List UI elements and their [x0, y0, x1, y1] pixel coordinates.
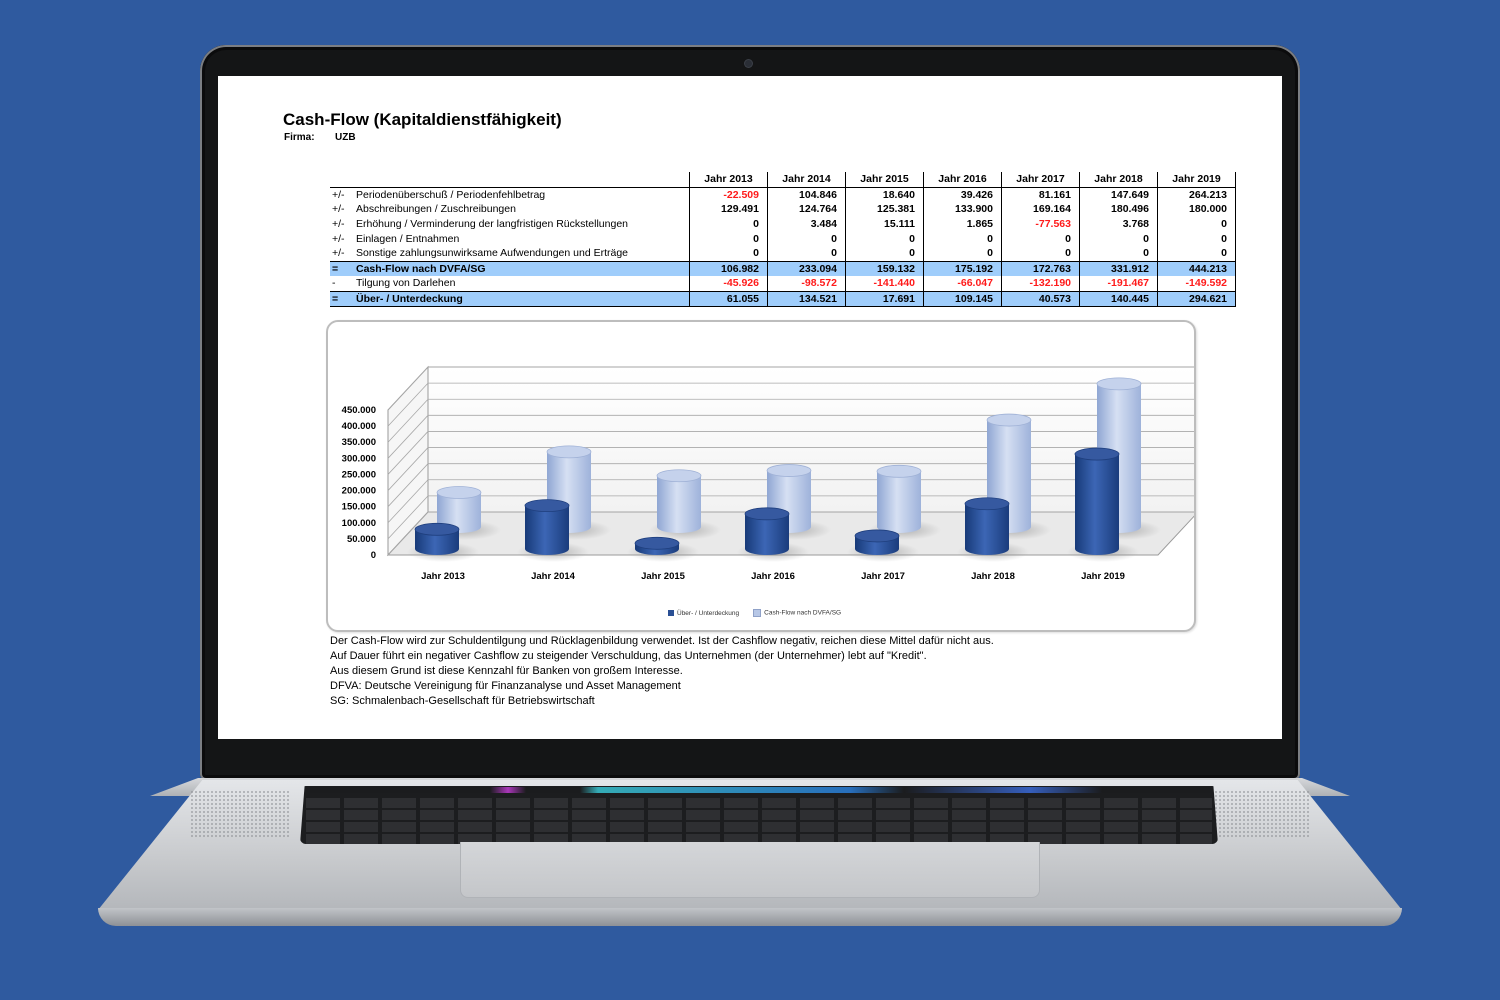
year-header[interactable]: Jahr 2017	[1002, 172, 1080, 187]
y-tick-label: 50.000	[346, 533, 376, 545]
cash-flow-bar-top	[547, 446, 591, 458]
key-row[interactable]	[306, 822, 1212, 832]
table-cell[interactable]: 61.055	[690, 291, 768, 307]
cash-flow-table	[330, 172, 1236, 307]
deckung-bar-top	[525, 500, 569, 512]
y-tick-label: 100.000	[341, 517, 376, 529]
row-sign[interactable]: -	[332, 277, 336, 290]
deckung-bar-top	[745, 508, 789, 520]
table-cell[interactable]: 134.521	[768, 291, 846, 307]
table-cell[interactable]: 147.649	[1080, 187, 1158, 202]
cash-flow-bar	[657, 476, 701, 533]
legend-item	[668, 610, 739, 617]
x-tick-label: Jahr 2018	[971, 571, 1015, 582]
legend-swatch	[668, 610, 674, 616]
x-tick-label: Jahr 2019	[1081, 571, 1125, 582]
trackpad[interactable]	[460, 842, 1040, 898]
table-cell[interactable]: 264.213	[1158, 187, 1236, 202]
y-tick-label: 250.000	[341, 469, 376, 481]
row-label[interactable]: Über- / Unterdeckung	[353, 291, 690, 307]
x-tick-label: Jahr 2016	[751, 571, 795, 582]
table-cell[interactable]: 0	[690, 217, 768, 232]
table-cell[interactable]: -45.926	[690, 276, 768, 291]
table-cell[interactable]: 0	[690, 246, 768, 261]
table-cell[interactable]: 331.912	[1080, 261, 1158, 276]
table-cell[interactable]: -141.440	[846, 276, 924, 291]
table-cell[interactable]: 0	[768, 231, 846, 246]
firma-value: UZB	[335, 132, 356, 143]
deckung-bar-top	[855, 530, 899, 542]
table-cell[interactable]: 0	[846, 246, 924, 261]
table-cell[interactable]: 0	[1080, 231, 1158, 246]
table-cell[interactable]: 175.192	[924, 261, 1002, 276]
table-cell[interactable]: 0	[924, 246, 1002, 261]
table-cell[interactable]: 0	[1158, 217, 1236, 232]
table-cell[interactable]: -98.572	[768, 276, 846, 291]
y-tick-label: 0	[370, 550, 376, 561]
table-cell[interactable]: 124.764	[768, 202, 846, 217]
row-label[interactable]: Abschreibungen / Zuschreibungen	[356, 203, 516, 216]
table-cell[interactable]: 0	[924, 231, 1002, 246]
table-cell[interactable]: 0	[768, 246, 846, 261]
table-cell[interactable]: 1.865	[924, 217, 1002, 232]
deckung-bar-top	[415, 523, 459, 535]
table-cell[interactable]: 104.846	[768, 187, 846, 202]
row-sign[interactable]: +/-	[332, 203, 345, 216]
note-line: DFVA: Deutsche Vereinigung für Finanzanalyse und Asset Management	[330, 680, 681, 692]
y-tick-label: 300.000	[341, 453, 376, 465]
chart-legend	[668, 609, 841, 617]
table-cell[interactable]: 172.763	[1002, 261, 1080, 276]
legend-swatch	[753, 609, 761, 617]
y-tick-label: 400.000	[341, 421, 376, 433]
table-cell[interactable]: 0	[1002, 246, 1080, 261]
table-cell[interactable]: 125.381	[846, 202, 924, 217]
key-row[interactable]	[306, 810, 1212, 820]
table-cell[interactable]: 129.491	[690, 202, 768, 217]
laptop-base-front	[98, 908, 1402, 926]
year-header[interactable]: Jahr 2015	[846, 172, 924, 187]
table-row	[330, 291, 1236, 307]
x-tick-label: Jahr 2013	[421, 571, 465, 582]
table-row	[330, 231, 1236, 246]
deckung-bar	[525, 506, 569, 555]
row-sign[interactable]: +/-	[332, 232, 345, 245]
header-spacer	[353, 172, 690, 187]
row-label[interactable]: Einlagen / Entnahmen	[356, 232, 460, 245]
header-spacer	[330, 172, 353, 187]
table-row	[330, 202, 1236, 217]
table-cell[interactable]: 18.640	[846, 187, 924, 202]
cash-flow-chart	[328, 322, 1194, 630]
table-cell[interactable]: 294.621	[1158, 291, 1236, 307]
cash-flow-bar-top	[877, 465, 921, 477]
y-tick-label: 350.000	[341, 437, 376, 449]
row-sign[interactable]: =	[330, 291, 353, 307]
table-row	[330, 276, 1236, 291]
year-header[interactable]: Jahr 2014	[768, 172, 846, 187]
y-tick-label: 200.000	[341, 485, 376, 497]
cash-flow-bar-top	[987, 414, 1031, 426]
note-line: Der Cash-Flow wird zur Schuldentilgung und Rücklagenbildung verwendet. Ist der Cashflow negativ, reichen diese Mittel dafür nicht aus.	[330, 635, 994, 647]
x-tick-label: Jahr 2017	[861, 571, 905, 582]
deckung-bar-top	[1075, 448, 1119, 460]
legend-label: Cash-Flow nach DVFA/SG	[764, 609, 842, 617]
row-label[interactable]: Sonstige zahlungsunwirksame Aufwendungen und Erträge	[356, 247, 629, 260]
table-cell[interactable]: 3.768	[1080, 217, 1158, 232]
deckung-bar-top	[635, 537, 679, 549]
row-sign[interactable]: =	[330, 261, 353, 276]
explanatory-notes	[330, 634, 994, 709]
deckung-bar	[1075, 454, 1119, 555]
year-header[interactable]: Jahr 2018	[1080, 172, 1158, 187]
table-cell[interactable]: 0	[1158, 231, 1236, 246]
speaker-grille-right	[1210, 790, 1310, 838]
key-row[interactable]	[306, 798, 1212, 808]
table-cell[interactable]: 3.484	[768, 217, 846, 232]
table-cell[interactable]: 444.213	[1158, 261, 1236, 276]
x-tick-label: Jahr 2014	[531, 571, 575, 582]
y-tick-label: 450.000	[341, 405, 376, 416]
table-cell[interactable]: 180.000	[1158, 202, 1236, 217]
table-cell[interactable]: 0	[1002, 231, 1080, 246]
table-cell[interactable]: 40.573	[1002, 291, 1080, 307]
year-header[interactable]: Jahr 2019	[1158, 172, 1236, 187]
table-cell[interactable]: 159.132	[846, 261, 924, 276]
keyboard[interactable]	[300, 786, 1218, 844]
table-cell[interactable]: 0	[846, 231, 924, 246]
table-cell[interactable]: -77.563	[1002, 217, 1080, 232]
table-cell[interactable]: -191.467	[1080, 276, 1158, 291]
table-cell[interactable]: 169.164	[1002, 202, 1080, 217]
row-sign[interactable]: +/-	[332, 247, 345, 260]
document-title: Cash-Flow (Kapitaldienstfähigkeit)	[283, 110, 562, 129]
table-row	[330, 217, 1236, 232]
cash-flow-bar-top	[437, 487, 481, 499]
legend-label: Über- / Unterdeckung	[677, 609, 740, 617]
cash-flow-bar-top	[767, 465, 811, 477]
table-cell[interactable]: -132.190	[1002, 276, 1080, 291]
row-label[interactable]: Erhöhung / Verminderung der langfristigen Rückstellungen	[356, 218, 629, 231]
table-cell[interactable]: 109.145	[924, 291, 1002, 307]
table-cell[interactable]: 39.426	[924, 187, 1002, 202]
table-row	[330, 187, 1236, 202]
deckung-bar-top	[965, 498, 1009, 510]
table-cell[interactable]: 0	[1080, 246, 1158, 261]
note-line: SG: Schmalenbach-Gesellschaft für Betriebswirtschaft	[330, 695, 595, 707]
year-header[interactable]: Jahr 2013	[690, 172, 768, 187]
table-cell[interactable]: 140.445	[1080, 291, 1158, 307]
legend-item	[753, 609, 841, 617]
table-cell[interactable]: 180.496	[1080, 202, 1158, 217]
table-cell[interactable]: 106.982	[690, 261, 768, 276]
y-tick-label: 150.000	[341, 501, 376, 513]
touch-bar[interactable]	[310, 787, 1210, 793]
table-cell[interactable]: 15.111	[846, 217, 924, 232]
table-cell[interactable]: 0	[690, 231, 768, 246]
deckung-bar	[965, 504, 1009, 555]
year-header[interactable]: Jahr 2016	[924, 172, 1002, 187]
table-row	[330, 246, 1236, 261]
note-line: Aus diesem Grund ist diese Kennzahl für Banken von großem Interesse.	[330, 665, 683, 677]
row-sign[interactable]: +/-	[332, 218, 345, 231]
camera-icon	[745, 60, 752, 67]
table-cell[interactable]: 81.161	[1002, 187, 1080, 202]
row-label[interactable]: Cash-Flow nach DVFA/SG	[353, 261, 690, 276]
table-cell[interactable]: -22.509	[690, 187, 768, 202]
table-cell[interactable]: 0	[1158, 246, 1236, 261]
table-header-row	[330, 172, 1236, 187]
cash-flow-bar	[877, 471, 921, 533]
table-cell[interactable]: 17.691	[846, 291, 924, 307]
cash-flow-bar-top	[657, 470, 701, 482]
row-sign[interactable]: +/-	[330, 187, 353, 202]
table-cell[interactable]: -149.592	[1158, 276, 1236, 291]
note-line: Auf Dauer führt ein negativer Cashflow zu steigender Verschuldung, das Unternehmen (der Unternehmer) lebt auf "Kredit".	[330, 650, 927, 662]
table-row	[330, 261, 1236, 276]
firma-label: Firma:	[284, 132, 315, 143]
table-cell[interactable]: 233.094	[768, 261, 846, 276]
table-cell[interactable]: 133.900	[924, 202, 1002, 217]
row-label[interactable]: Periodenüberschuß / Periodenfehlbetrag	[353, 187, 690, 202]
x-tick-label: Jahr 2015	[641, 571, 685, 582]
spreadsheet-screen	[218, 76, 1282, 739]
cash-flow-bar-top	[1097, 378, 1141, 390]
row-label[interactable]: Tilgung von Darlehen	[356, 277, 456, 290]
speaker-grille-left	[190, 790, 290, 838]
table-cell[interactable]: -66.047	[924, 276, 1002, 291]
chart-frame[interactable]	[326, 320, 1196, 632]
